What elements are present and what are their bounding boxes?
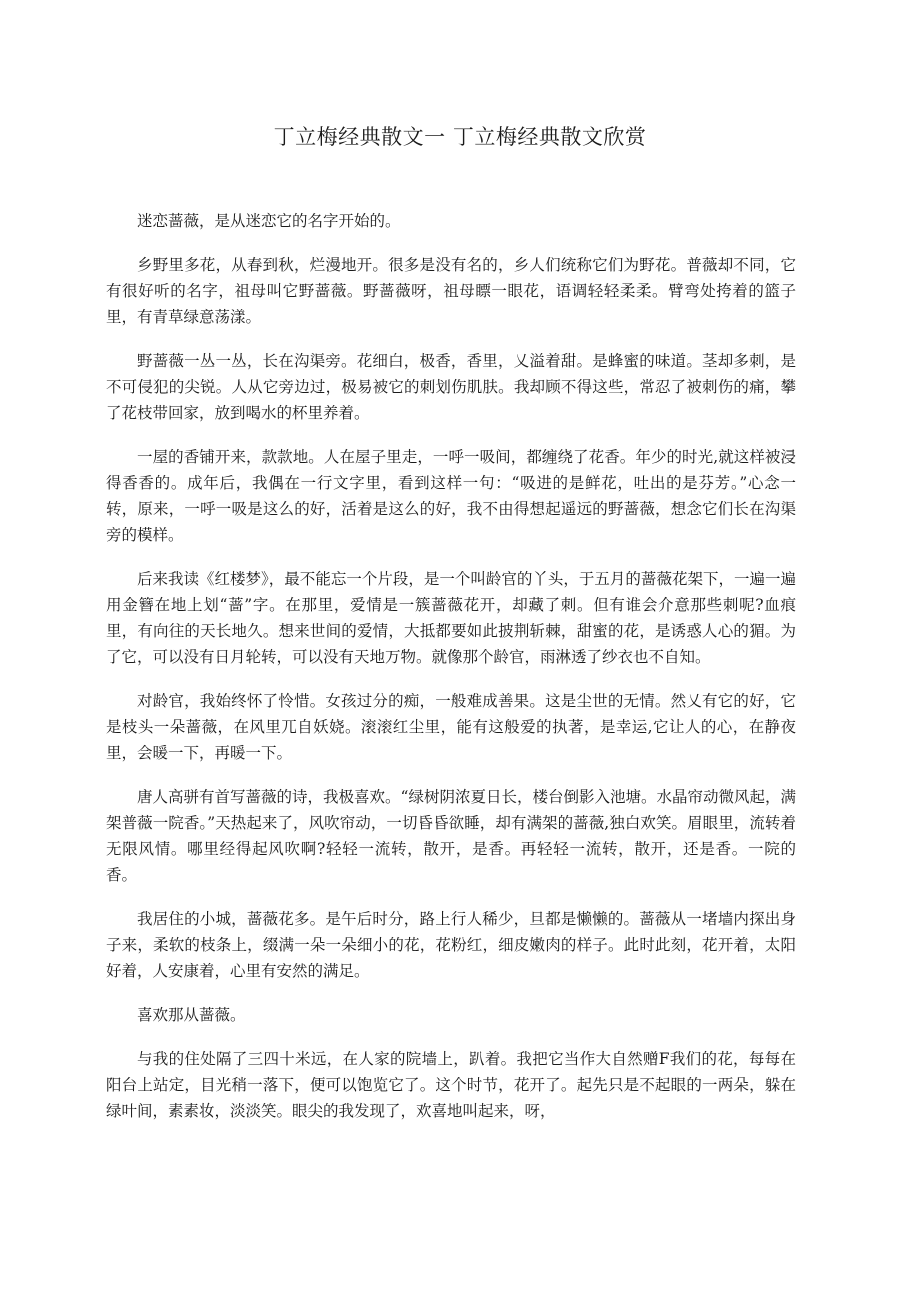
document-body <box>106 208 796 1142</box>
paragraph: 与我的住处隔了三四十米远，在人家的院墙上，趴着。我把它当作大自然赠F我们的花，每每在阳台上站定，目光稍一落下，便可以饱览它了。这个时节，花开了。起先只是不起眼的一两朵，躲在绿叶间，素素妆，淡淡笑。眼尖的我发现了，欢喜地叫起来，呀， <box>106 1050 796 1120</box>
paragraph: 乡野里多花，从春到秋，烂漫地开。很多是没有名的，乡人们统称它们为野花。普薇却不同，它有很好听的名字，祖母叫它野蔷薇。野蔷薇呀，祖母瞟一眼花，语调轻轻柔柔。臂弯处挎着的篮子里，有青草绿意荡漾。 <box>106 256 796 326</box>
paragraph: 一屋的香铺开来，款款地。人在屋子里走，一呼一吸间，都缠绕了花香。年少的时光,就这样被浸得香香的。成年后，我偶在一行文字里，看到这样一句：“吸进的是鲜花，吐出的是芬芳。”心念一转，原来，一呼一吸是这么的好，活着是这么的好，我不由得想起遥远的野蔷薇，想念它们长在沟渠旁的模样。 <box>106 448 796 544</box>
paragraph: 唐人高骈有首写蔷薇的诗，我极喜欢。“绿树阴浓夏日长，楼台倒影入池塘。水晶帘动微风起，满架普薇一院香。”天热起来了，风吹帘动，一切昏昏欲睡，却有满架的蔷薇,独白欢笑。眉眼里，流转着无限风情。哪里经得起风吹啊?轻轻一流转，散开，是香。再轻轻一流转，散开，还是香。一院的香。 <box>106 788 796 884</box>
paragraph: 迷恋蔷薇，是从迷恋它的名字开始的。 <box>137 212 401 230</box>
paragraph: 对龄官，我始终怀了怜惜。女孩过分的痴，一般难成善果。这是尘世的无情。然乂有它的好，它是枝头一朵蔷薇，在风里兀自妖娆。滚滚红尘里，能有这般爱的执著，是幸运,它让人的心，在静夜里，会暖一下，再暖一下。 <box>106 692 796 762</box>
paragraph: 野蔷薇一丛一丛，长在沟渠旁。花细白，极香，香里，乂溢着甜。是蜂蜜的味道。茎却多刺，是不可侵犯的尖锐。人从它旁边过，极易被它的刺划伤肌肤。我却顾不得这些，常忍了被刺伤的痛，攀了花枝带回家，放到喝水的杯里养着。 <box>106 352 796 422</box>
paragraph: 喜欢那从蔷薇。 <box>137 1006 246 1024</box>
document-title: 丁立梅经典散文一 丁立梅经典散文欣赏 <box>273 125 647 149</box>
paragraph: 我居住的小城，蔷薇花多。是午后时分，路上行人稀少，旦都是懒懒的。蔷薇从一堵墙内探出身子来，柔软的枝条上，缀满一朵一朵细小的花，花粉红，细皮嫩肉的样子。此时此刻，花开着，太阳好着，人安康着，心里有安然的满足。 <box>106 910 796 980</box>
paragraph: 后来我读《红楼梦》，最不能忘一个片段，是一个叫龄官的丫头，于五月的蔷薇花架下，一遍一遍用金簪在地上划“蔷”字。在那里，爱情是一簇蔷薇花开，却藏了刺。但有谁会介意那些刺呢?血痕里，有向往的天长地久。想来世间的爱情，大抵都要如此披荆斩棘，甜蜜的花，是诱惑人心的猸。为了它，可以没有日月轮转，可以没有天地万物。就像那个龄官，雨淋透了纱衣也不自知。 <box>106 570 796 666</box>
